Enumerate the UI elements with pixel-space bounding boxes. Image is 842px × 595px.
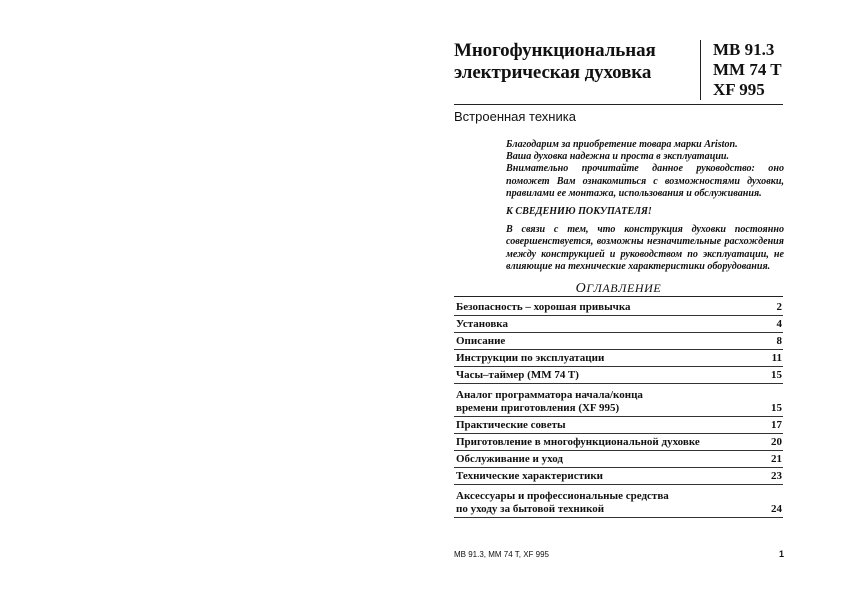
toc-title-rest: ГЛАВЛЕНИЕ <box>586 281 662 295</box>
toc-row-page: 20 <box>771 436 782 448</box>
model-list <box>713 40 783 100</box>
toc-title <box>454 281 783 297</box>
toc-row-page: 17 <box>771 419 782 431</box>
toc-row-label: Аналог программатора начала/конца времени приготовления (XF 995) <box>456 389 643 414</box>
toc-row-page: 8 <box>776 335 782 347</box>
toc-row-label: Описание <box>456 335 506 347</box>
model-2: MM 74 T <box>713 60 782 79</box>
toc-row-page: 21 <box>771 453 782 465</box>
title-line-2: электрическая духовка <box>454 62 652 83</box>
notice-text: В связи с тем, что конструкция духовки постоянно совершенствуется, возможны незначительные расхождения между конструкцией и руководством по эксплуатации, не влияющие на технические характеристики оборудования. <box>506 224 784 272</box>
notice-heading: К СВЕДЕНИЮ ПОКУПАТЕЛЯ! <box>506 206 652 218</box>
toc-row-label: Безопасность – хорошая привычка <box>456 301 631 313</box>
toc-row-page: 23 <box>771 470 782 482</box>
toc-row-label: Аксессуары и профессиональные средства по уходу за бытовой техникой <box>456 490 669 515</box>
toc-row-label: Установка <box>456 318 508 330</box>
toc-top-rule <box>454 296 783 297</box>
toc-row[interactable] <box>454 450 783 467</box>
intro-reliable: Ваша духовка надежна и проста в эксплуатации. <box>506 151 730 163</box>
toc-row-label: Инструкции по эксплуатации <box>456 352 605 364</box>
subtitle: Встроенная техника <box>454 109 576 124</box>
toc-row-label: Технические характеристики <box>456 470 604 482</box>
header-vertical-divider <box>700 40 701 100</box>
table-of-contents <box>454 298 783 518</box>
model-1: MB 91.3 <box>713 40 775 59</box>
toc-row-label: Приготовление в многофункциональной духовке <box>456 436 700 448</box>
intro-read-manual: Внимательно прочитайте данное руководство: оно поможет Вам ознакомиться с возможностями духовки, правилами ее монтажа, использования и обслуживания. <box>506 163 784 199</box>
page-number: 1 <box>778 549 784 559</box>
header-divider <box>454 104 783 105</box>
toc-row[interactable] <box>454 383 783 416</box>
toc-row-label: Практические советы <box>456 419 566 431</box>
intro-thanks: Благодарим за приобретение товара марки Ariston. <box>506 139 738 150</box>
toc-row[interactable] <box>454 484 783 517</box>
model-3: XF 995 <box>713 80 765 99</box>
toc-row-label: Часы–таймер (MM 74 T) <box>456 369 579 381</box>
toc-row-page: 15 <box>771 402 782 414</box>
toc-row[interactable] <box>454 298 783 315</box>
toc-row-label: Обслуживание и уход <box>456 453 563 465</box>
title-line-1: Многофункциональная <box>454 40 656 61</box>
toc-row-page: 4 <box>776 318 782 330</box>
document-title <box>454 40 684 84</box>
toc-row-page: 15 <box>771 369 782 381</box>
footer-models: MB 91.3, MM 74 T, XF 995 <box>454 550 550 559</box>
intro-text <box>506 139 784 273</box>
toc-title-initial: О <box>575 281 587 296</box>
toc-row-page: 2 <box>776 301 782 313</box>
toc-row-page: 24 <box>771 503 782 515</box>
toc-row[interactable] <box>454 349 783 366</box>
toc-row[interactable] <box>454 366 783 383</box>
toc-row[interactable] <box>454 433 783 450</box>
toc-row[interactable] <box>454 315 783 332</box>
toc-row[interactable] <box>454 332 783 349</box>
toc-row[interactable] <box>454 416 783 433</box>
toc-row-page: 11 <box>771 352 782 364</box>
toc-bottom-rule <box>454 517 783 518</box>
toc-row[interactable] <box>454 467 783 484</box>
